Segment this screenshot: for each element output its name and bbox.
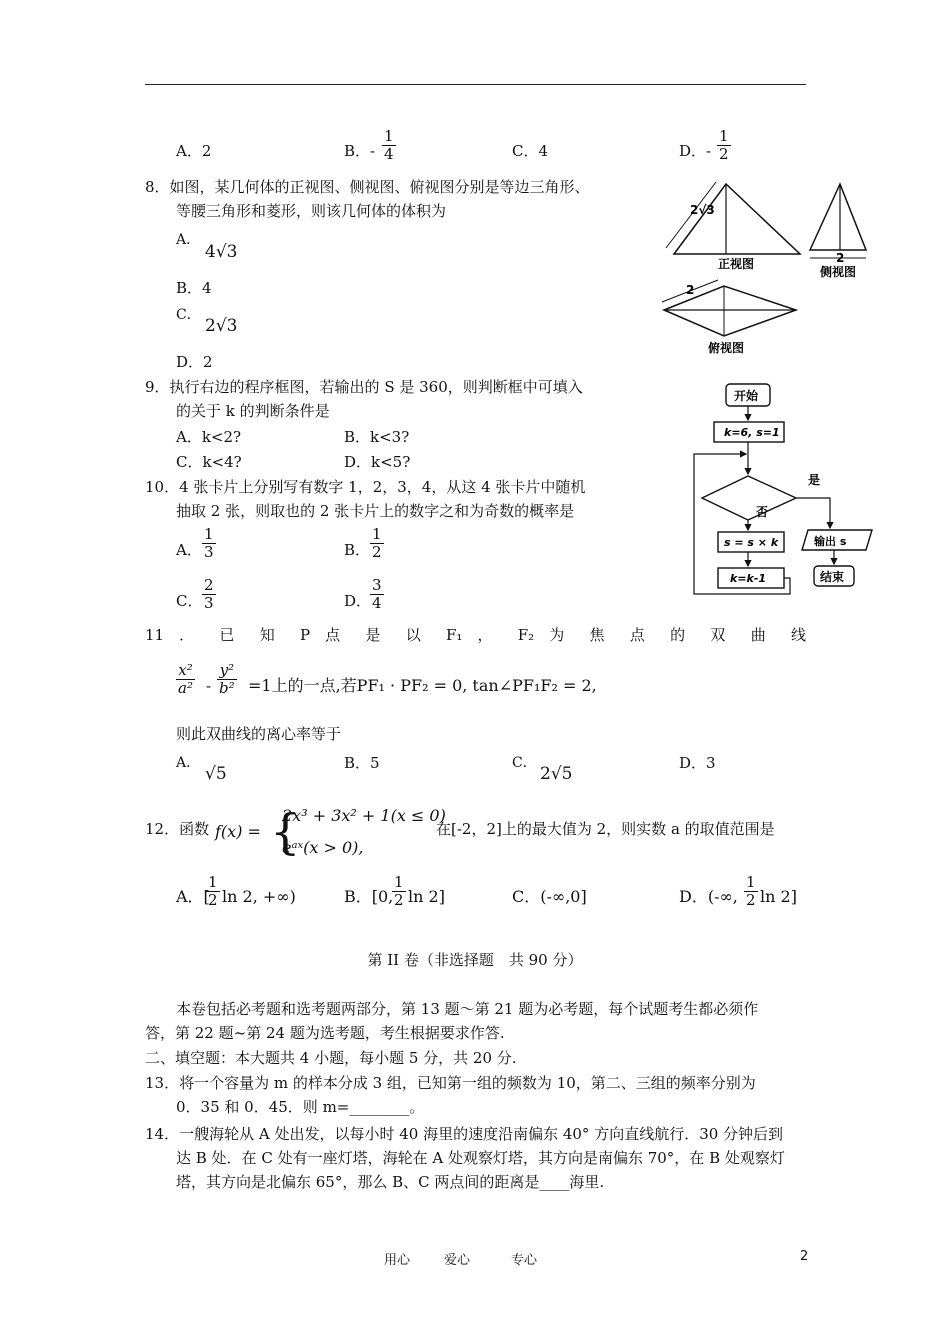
side-view-dimension: 2 — [836, 251, 845, 265]
q12-option-a-tail: ln 2, +∞) — [222, 887, 296, 906]
front-view-dimension: 2√3 — [690, 203, 715, 217]
flow-output — [802, 530, 872, 550]
q10-option-a-fraction: $\frac{1}{3}$ — [204, 525, 214, 561]
q10-option-b-fraction: $\frac{1}{2}$ — [372, 525, 382, 561]
q12-option-a-label: A．[ — [176, 887, 210, 906]
q11-stem-line3: 则此双曲线的离心率等于 — [176, 725, 342, 743]
q9-option-c: C．k<4? — [176, 453, 242, 471]
q7-option-d-prefix: D．- — [679, 142, 712, 160]
footer-left: 用心 — [384, 1253, 411, 1268]
section-fill-in-heading: 二、填空题：本大题共 4 小题，每小题 5 分，共 20 分. — [145, 1049, 517, 1067]
flow-decision — [702, 476, 796, 520]
q12-option-b-fraction: $\frac{1}{2}$ — [394, 873, 404, 909]
q14-line1: 14．一艘海轮从 A 处出发，以每小时 40 海里的速度沿南偏东 40° 方向直线航行．30 分钟后到 — [145, 1125, 784, 1143]
q10-stem-line2: 抽取 2 张，则取也的 2 张卡片上的数字之和为奇数的概率是 — [176, 502, 575, 520]
q8-stem-line2: 等腰三角形和菱形，则该几何体的体积为 — [176, 202, 447, 220]
q12-function-name: f(x) = — [215, 822, 261, 841]
page-number: 2 — [800, 1249, 809, 1264]
footer-right: 专心 — [511, 1253, 538, 1268]
q12-suffix: 在[-2，2]上的最大值为 2，则实数 a 的取值范围是 — [436, 820, 775, 838]
q8-option-c-value: 2√3 — [205, 316, 238, 336]
q8-option-d: D．2 — [176, 353, 213, 371]
q12-option-c: C．(-∞,0] — [512, 887, 587, 906]
q12-prefix: 12．函数 — [145, 820, 210, 838]
q9-stem-line1: 9．执行右边的程序框图，若输出的 S 是 360，则判断框中可填入 — [145, 378, 583, 396]
q8-stem-line1: 8．如图，某几何体的正视图、侧视图、俯视图分别是等边三角形、 — [145, 178, 590, 196]
q9-option-b: B．k<3? — [344, 428, 410, 446]
part2-intro-line2: 答，第 22 题~第 24 题为选考题，考生根据要求作答. — [145, 1024, 505, 1042]
q14-line3: 塔，其方向是北偏东 65°，那么 B、C 两点间的距离是____海里. — [176, 1173, 605, 1191]
q12-case2: eᵃˣ(x > 0), — [282, 838, 364, 857]
q7-option-d-fraction: $\frac{1}{2}$ — [719, 127, 729, 163]
q7-option-b-fraction: $\frac{1}{4}$ — [384, 127, 394, 163]
front-view — [666, 182, 800, 271]
q7-option-c: C．4 — [512, 142, 549, 160]
svg-text:k=k-1: k=k-1 — [730, 572, 767, 585]
q12-option-b-tail: ln 2] — [408, 887, 445, 906]
q10-option-a-label: A． — [176, 541, 202, 559]
q10-option-c-label: C． — [176, 592, 203, 610]
svg-text:结束: 结束 — [820, 570, 845, 584]
side-view-label: 侧视图 — [820, 265, 857, 279]
flow-decrement — [718, 568, 784, 588]
flow-start — [726, 384, 770, 406]
q8-option-b: B．4 — [176, 279, 212, 297]
q13-line2: 0．35 和 0．45．则 m=________。 — [176, 1098, 425, 1116]
q11-option-c-label: C． — [512, 755, 537, 771]
q13-line1: 13．将一个容量为 m 的样本分成 3 组，已知第一组的频数为 10，第二、三组的频率分别为 — [145, 1074, 756, 1092]
q8-option-c-label: C． — [176, 307, 201, 323]
q11-equation-y-fraction: $\frac{\text{y²}}{\text{b²}}$ — [219, 661, 235, 697]
q12-brace: { — [270, 804, 301, 860]
q11-option-d: D．3 — [679, 754, 716, 772]
svg-text:开始: 开始 — [734, 389, 759, 403]
top-view — [662, 280, 796, 355]
program-flowchart — [690, 378, 880, 600]
q11-equation-minus: - — [206, 677, 212, 695]
side-view — [810, 184, 866, 279]
q10-option-c-fraction: $\frac{2}{3}$ — [204, 576, 214, 612]
footer-middle: 爱心 — [444, 1253, 471, 1268]
q10-option-d-label: D． — [344, 592, 372, 610]
svg-text:s = s × k: s = s × k — [724, 536, 779, 549]
flow-no: 否 — [756, 505, 769, 519]
q11-option-c-value: 2√5 — [540, 764, 573, 784]
q11-equation-rest: =1上的一点,若PF₁ · PF₂ = 0, tan∠PF₁F₂ = 2, — [248, 676, 597, 695]
q10-stem-line1: 10．4 张卡片上分别写有数字 1，2，3，4，从这 4 张卡片中随机 — [145, 478, 586, 496]
q11-stem-line1: 11 ． 已 知 P 点 是 以 F₁ ， F₂ 为 焦 点 的 双 曲 线 — [145, 626, 806, 644]
flow-multiply — [718, 532, 784, 552]
q9-stem-line2: 的关于 k 的判断条件是 — [176, 402, 330, 420]
front-view-label: 正视图 — [718, 257, 755, 271]
part2-heading: 第 II 卷（非选择题 共 90 分） — [367, 951, 583, 969]
q11-equation-x-fraction: $\frac{\text{x²}}{\text{a²}}$ — [178, 661, 193, 697]
part2-intro-line1: 本卷包括必考题和选考题两部分，第 13 题～第 21 题为必考题，每个试题考生都必须作 — [176, 1000, 759, 1018]
q14-line2: 达 B 处．在 C 处有一座灯塔，海轮在 A 处观察灯塔，其方向是南偏东 70°，在 B 处观察灯 — [176, 1149, 785, 1167]
q12-option-a-fraction: $\frac{1}{2}$ — [208, 873, 218, 909]
flow-init — [714, 422, 784, 442]
q12-option-d-label: D．(-∞, — [679, 887, 738, 906]
q7-option-b-prefix: B．- — [344, 142, 376, 160]
q11-option-a-value: √5 — [205, 764, 227, 784]
q11-option-b: B．5 — [344, 754, 380, 772]
q10-option-b-label: B． — [344, 541, 371, 559]
top-view-dimension: 2 — [686, 283, 695, 297]
header-rule — [145, 84, 806, 85]
q11-option-a-label: A． — [176, 755, 201, 771]
q12-case1: 2x³ + 3x² + 1(x ≤ 0) — [282, 806, 446, 825]
q9-option-d: D．k<5? — [344, 453, 411, 471]
q8-option-a-value: 4√3 — [205, 242, 238, 262]
top-view-label: 俯视图 — [708, 341, 745, 355]
three-view-figure — [660, 178, 875, 360]
q7-option-a: A．2 — [176, 142, 212, 160]
flow-yes: 是 — [808, 473, 821, 487]
flow-end — [814, 566, 854, 586]
q10-option-d-fraction: $\frac{3}{4}$ — [372, 576, 382, 612]
q12-option-d-fraction: $\frac{1}{2}$ — [746, 873, 756, 909]
q9-option-a: A．k<2? — [176, 428, 242, 446]
q12-option-b-label: B．[0, — [344, 887, 394, 906]
q8-option-a-label: A． — [176, 232, 201, 248]
svg-text:输出 s: 输出 s — [814, 535, 847, 548]
svg-text:k=6, s=1: k=6, s=1 — [724, 426, 780, 439]
q12-option-d-tail: ln 2] — [760, 887, 797, 906]
